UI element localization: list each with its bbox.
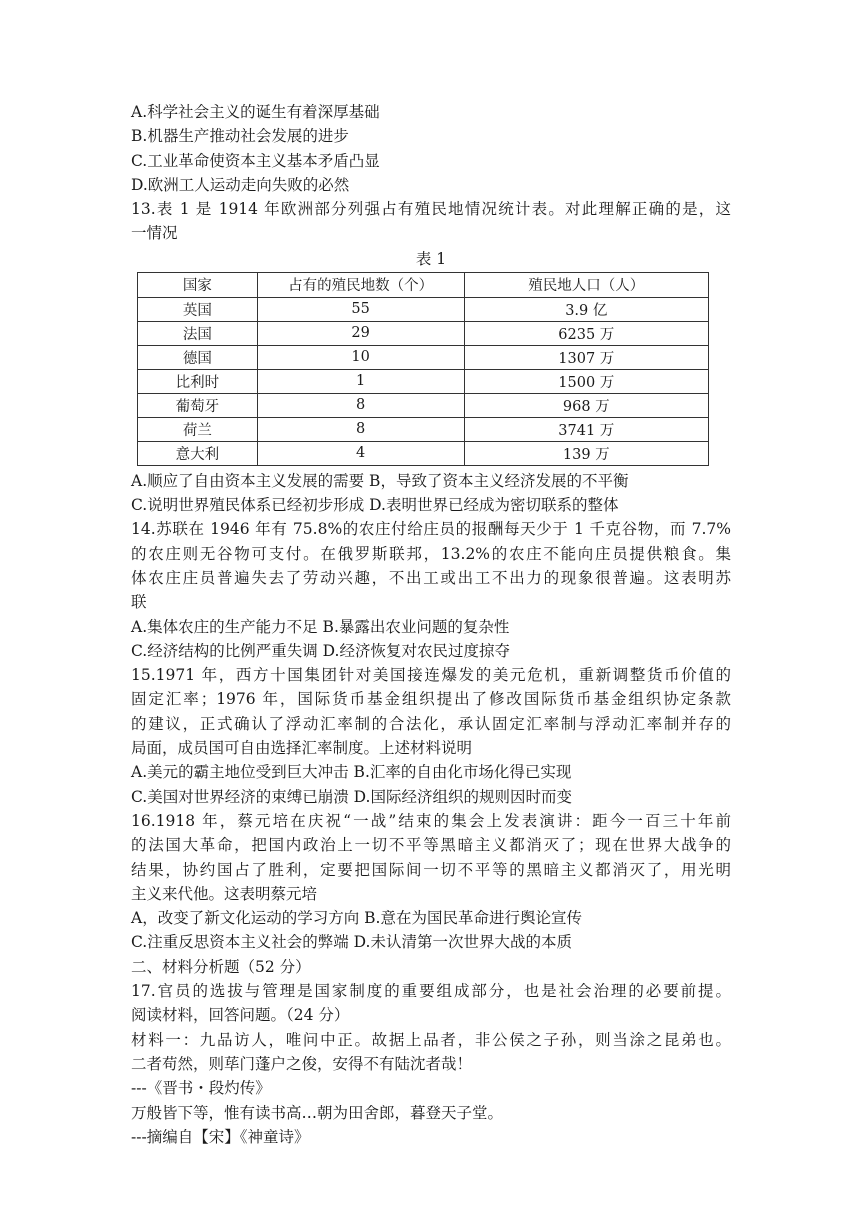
q12-option-c: C.工业革命使资本主义基本矛盾凸显 — [131, 151, 380, 170]
q14-options-ab: A.集体农庄的生产能力不足 B.暴露出农业问题的复杂性 — [131, 617, 510, 636]
table-cell-population: 1307 万 — [464, 345, 708, 369]
table-row — [138, 393, 709, 417]
table-cell-population: 3741 万 — [464, 417, 708, 441]
table-cell-country: 葡萄牙 — [138, 393, 258, 417]
table-cell-population: 968 万 — [464, 393, 708, 417]
table-cell-count: 1 — [257, 369, 464, 393]
question-16 — [131, 809, 731, 955]
table-header-population: 殖民地人口（人） — [464, 272, 708, 297]
table-row — [138, 345, 709, 369]
q14-stem-line: 14.苏联在 1946 年有 75.8%的农庄付给庄员的报酬每天少于 1 千克谷物，而 7.7% — [131, 520, 731, 539]
poem-quote: 万般皆下等，惟有读书高…朝为田舍郎，暮登天子堂。 — [131, 1103, 504, 1122]
table-cell-population: 1500 万 — [464, 369, 708, 393]
q16-stem-line: 主义来代他。这表明蔡元培 — [131, 884, 318, 903]
q13-stem-line: 一情况 — [131, 224, 178, 243]
table-cell-country: 法国 — [138, 321, 258, 345]
table-caption: 表 1 — [415, 249, 447, 268]
q12-options — [131, 100, 731, 197]
table-row — [138, 417, 709, 441]
table-cell-count: 55 — [257, 297, 464, 321]
table-header-colony-count: 占有的殖民地数（个） — [257, 272, 464, 297]
q16-stem-line: 的法国大革命，把国内政治上一切不平等黑暗主义都消灭了；现在世界大战争的 — [131, 836, 731, 855]
colony-table — [137, 272, 709, 466]
section-material-analysis — [131, 955, 731, 1149]
table-row — [138, 441, 709, 465]
material-1-line: 二者苟然，则荜门蓬户之俊，安得不有陆沈者哉！ — [131, 1054, 473, 1073]
question-14 — [131, 517, 731, 663]
q13-options-ab: A.顺应了自由资本主义发展的需要 B，导致了资本主义经济发展的不平衡 — [131, 471, 629, 490]
q15-stem-line: 15.1971 年，西方十国集团针对美国接连爆发的美元危机，重新调整货币价值的 — [131, 666, 731, 685]
table-cell-population: 3.9 亿 — [464, 297, 708, 321]
q17-stem-line: 阅读材料，回答问题。（24 分） — [131, 1006, 350, 1025]
q14-stem-line: 的农庄则无谷物可支付。在俄罗斯联邦，13.2%的农庄不能向庄员提供粮食。集 — [131, 544, 731, 563]
section-title: 二、材料分析题（52 分） — [131, 957, 311, 976]
question-15 — [131, 663, 731, 809]
table-cell-count: 29 — [257, 321, 464, 345]
q12-option-b: B.机器生产推动社会发展的进步 — [131, 127, 349, 146]
q13-stem-line: 13.表 1 是 1914 年欧洲部分列强占有殖民地情况统计表。对此理解正确的是，这 — [131, 200, 731, 219]
table-cell-count: 4 — [257, 441, 464, 465]
q15-stem-line: 的建议，正式确认了浮动汇率制的合法化，承认固定汇率制与浮动汇率制并存的 — [131, 714, 731, 733]
q17-stem-line: 17.官员的选拔与管理是国家制度的重要组成部分，也是社会治理的必要前提。 — [131, 982, 731, 1001]
table-cell-country: 比利时 — [138, 369, 258, 393]
table-cell-country: 英国 — [138, 297, 258, 321]
q12-option-d: D.欧洲工人运动走向失败的必然 — [131, 175, 350, 194]
exam-page — [131, 100, 731, 1149]
material-1-line: 材料一：九品访人，唯问中正。故据上品者，非公侯之子孙，则当涂之昆弟也。 — [131, 1030, 731, 1049]
q15-options-ab: A.美元的霸主地位受到巨大冲击 B.汇率的自由化市场化得已实现 — [131, 763, 572, 782]
source-citation: ---《晋书・段灼传》 — [131, 1079, 271, 1098]
table-cell-country: 德国 — [138, 345, 258, 369]
table-cell-population: 139 万 — [464, 441, 708, 465]
table-row — [138, 297, 709, 321]
table-cell-count: 8 — [257, 417, 464, 441]
q16-stem-line: 16.1918 年，蔡元培在庆祝“一战”结束的集会上发表演讲：距今一百三十年前 — [131, 811, 731, 830]
q15-stem-line: 局面，成员国可自由选择汇率制度。上述材料说明 — [131, 739, 473, 758]
q16-options-ab: A，改变了新文化运动的学习方向 B.意在为国民革命进行舆论宣传 — [131, 909, 582, 928]
q15-stem-line: 固定汇率；1976 年，国际货币基金组织提出了修改国际货币基金组织协定条款 — [131, 690, 731, 709]
table-header-country: 国家 — [138, 272, 258, 297]
q13-options-cd: C.说明世界殖民体系已经初步形成 D.表明世界已经成为密切联系的整体 — [131, 496, 619, 515]
q15-options-cd: C.美国对世界经济的束缚已崩溃 D.国际经济组织的规则因时而变 — [131, 787, 572, 806]
table-cell-population: 6235 万 — [464, 321, 708, 345]
source-citation: ---摘编自【宋】《神童诗》 — [131, 1127, 310, 1146]
q16-stem-line: 结果，协约国占了胜利，定要把国际间一切不平等的黑暗主义都消灭了，用光明 — [131, 860, 731, 879]
q12-option-a: A.科学社会主义的诞生有着深厚基础 — [131, 103, 380, 121]
table-row — [138, 369, 709, 393]
table-cell-count: 8 — [257, 393, 464, 417]
table-row — [138, 321, 709, 345]
q14-stem-line: 联 — [131, 593, 147, 612]
question-13 — [131, 197, 731, 517]
table-cell-country: 荷兰 — [138, 417, 258, 441]
table-header-row — [138, 272, 709, 297]
table-cell-country: 意大利 — [138, 441, 258, 465]
q14-options-cd: C.经济结构的比例严重失调 D.经济恢复对农民过度掠夺 — [131, 641, 510, 660]
table-cell-count: 10 — [257, 345, 464, 369]
q16-options-cd: C.注重反思资本主义社会的弊端 D.未认清第一次世界大战的本质 — [131, 933, 572, 952]
q14-stem-line: 体农庄庄员普遍失去了劳动兴趣，不出工或出工不出力的现象很普遍。这表明苏 — [131, 568, 731, 587]
